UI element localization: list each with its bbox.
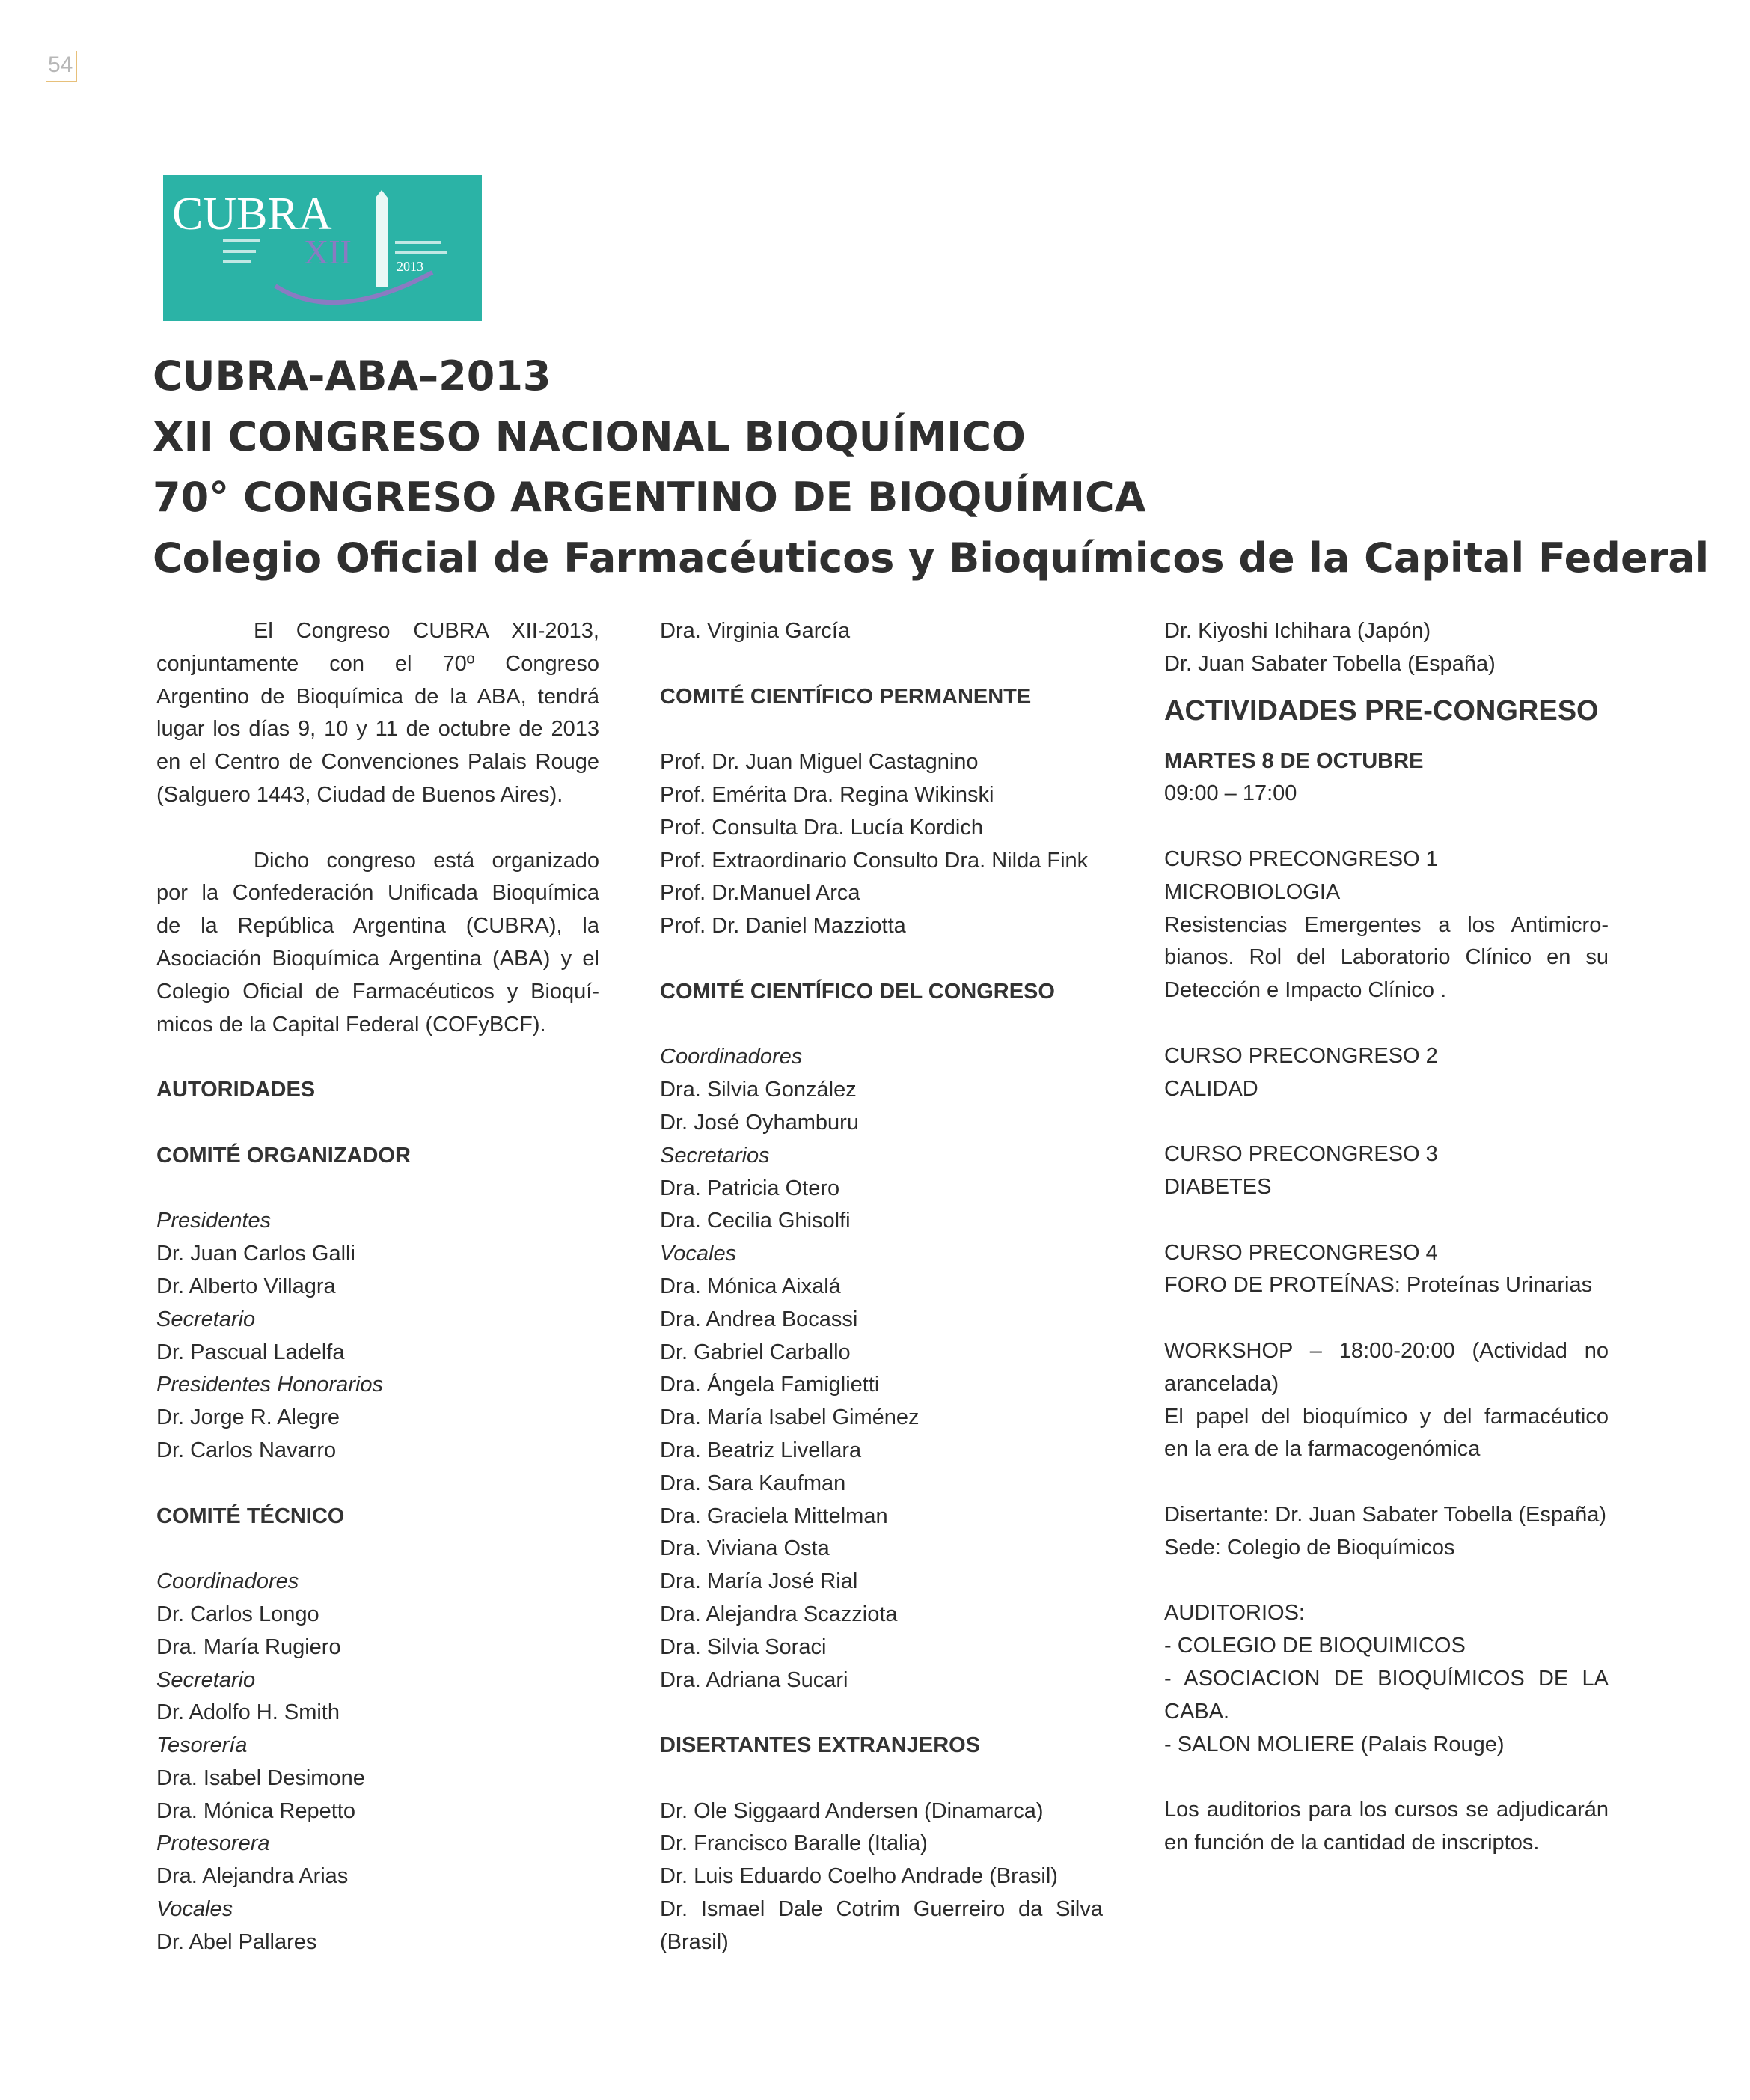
course-description: Resistencias Emergentes a los Antimicro-: [1164, 912, 1609, 937]
person-name: Dra. Viviana Osta: [660, 1536, 830, 1561]
closing-note: en función de la cantidad de inscriptos.: [1164, 1830, 1540, 1855]
person-name: Prof. Dr.Manuel Arca: [660, 881, 860, 906]
page-number: 54: [46, 51, 77, 82]
role-label: Secretario: [156, 1667, 256, 1692]
person-name: Dra. Beatriz Livellara: [660, 1438, 862, 1462]
person-name: Dra. Virginia García: [660, 619, 851, 643]
course-description: bianos. Rol del Laboratorio Clínico en su: [1164, 945, 1609, 970]
intro-line: de la República Argentina (CUBRA), la: [156, 914, 599, 938]
section-heading: COMITÉ TÉCNICO: [156, 1504, 345, 1528]
person-name: Dra. Silvia Soraci: [660, 1634, 827, 1659]
section-heading: COMITÉ ORGANIZADOR: [156, 1143, 411, 1167]
person-name: Dra. Adriana Sucari: [660, 1667, 848, 1692]
intro-line: por la Confederación Unificada Bioquímica: [156, 881, 599, 906]
person-name: Dr. Pascual Ladelfa: [156, 1340, 345, 1364]
person-name: Dr. Juan Sabater Tobella (España): [1164, 651, 1496, 676]
person-name: Dr. Adolfo H. Smith: [156, 1700, 340, 1725]
workshop-line: WORKSHOP – 18:00-20:00 (Actividad no: [1164, 1338, 1609, 1363]
role-label: Coordinadores: [660, 1045, 803, 1069]
person-name: Dra. Sara Kaufman: [660, 1471, 846, 1495]
column-1: [156, 615, 599, 1959]
intro-line: conjuntamente con el 70º Congreso: [156, 651, 599, 676]
person-name: Dra. María Isabel Giménez: [660, 1405, 920, 1430]
person-name: Prof. Consulta Dra. Lucía Kordich: [660, 815, 983, 840]
intro-line: lugar los días 9, 10 y 11 de octubre de 2013: [156, 717, 599, 742]
time-range: 09:00 – 17:00: [1164, 781, 1297, 806]
section-heading: COMITÉ CIENTÍFICO DEL CONGRESO: [660, 979, 1055, 1004]
person-name: Dra. Mónica Repetto: [156, 1798, 355, 1823]
person-name: Dra. Mónica Aixalá: [660, 1274, 841, 1298]
course-title: CURSO PRECONGRESO 1: [1164, 846, 1438, 871]
title-line: Colegio Oficial de Farmacéuticos y Bioquímicos de la Capital Federal: [153, 534, 1710, 582]
workshop-line: El papel del bioquímico y del farmacéutico: [1164, 1404, 1609, 1429]
person-name: Dra. Silvia González: [660, 1078, 857, 1102]
role-label: Tesorería: [156, 1733, 248, 1758]
role-label: Presidentes Honorarios: [156, 1373, 384, 1397]
person-name: Dr. Jorge R. Alegre: [156, 1405, 340, 1430]
person-name: Prof. Extraordinario Consulto Dra. Nilda Fink: [660, 848, 1089, 873]
course-subject: DIABETES: [1164, 1174, 1272, 1199]
person-name: Dra. María Rugiero: [156, 1634, 341, 1659]
role-label: Coordinadores: [156, 1569, 299, 1594]
person-name: Dr. Francisco Baralle (Italia): [660, 1831, 928, 1856]
person-name: Dr. Ole Siggaard Andersen (Dinamarca): [660, 1798, 1044, 1823]
intro-line: Argentino de Bioquímica de la ABA, tendrá: [156, 684, 599, 709]
cubra-logo: [163, 175, 482, 321]
closing-note: Los auditorios para los cursos se adjudicarán: [1164, 1798, 1609, 1822]
person-name: Dr. Carlos Longo: [156, 1602, 319, 1626]
person-name: Dr. Abel Pallares: [156, 1929, 317, 1954]
person-name: Prof. Dr. Daniel Mazziotta: [660, 914, 906, 938]
role-label: Secretarios: [660, 1143, 770, 1167]
course-description: Detección e Impacto Clínico .: [1164, 978, 1447, 1003]
intro-line: en el Centro de Convenciones Palais Rouge: [156, 750, 599, 775]
column-2: [660, 615, 1103, 1959]
course-title: CURSO PRECONGRESO 3: [1164, 1142, 1438, 1167]
person-name: Dr. Ismael Dale Cotrim Guerreiro da Silva: [660, 1897, 1103, 1922]
person-name: Dr. Gabriel Carballo: [660, 1340, 851, 1364]
auditorium-item: - ASOCIACION DE BIOQUÍMICOS DE LA: [1164, 1666, 1609, 1691]
title-line: XII CONGRESO NACIONAL BIOQUÍMICO: [153, 413, 1026, 460]
course-subject: CALIDAD: [1164, 1076, 1258, 1101]
person-name: Dr. Kiyoshi Ichihara (Japón): [1164, 619, 1431, 643]
section-heading: DISERTANTES EXTRANJEROS: [660, 1733, 981, 1758]
person-name: Prof. Emérita Dra. Regina Wikinski: [660, 782, 994, 807]
auditorium-item: - SALON MOLIERE (Palais Rouge): [1164, 1732, 1505, 1756]
intro-line: Asociación Bioquímica Argentina (ABA) y el: [156, 946, 599, 971]
intro-line: Colegio Oficial de Farmacéuticos y Bioquí-: [156, 979, 599, 1004]
intro-line: micos de la Capital Federal (COFyBCF).: [156, 1012, 546, 1037]
section-heading: COMITÉ CIENTÍFICO PERMANENTE: [660, 684, 1032, 709]
person-name: Dra. Alejandra Scazziota: [660, 1602, 898, 1626]
workshop-line: en la era de la farmacogenómica: [1164, 1437, 1481, 1462]
role-label: Presidentes: [156, 1209, 272, 1233]
auditorium-heading: AUDITORIOS:: [1164, 1601, 1305, 1626]
course-subject: MICROBIOLOGIA: [1164, 879, 1341, 904]
person-name: Dr. José Oyhamburu: [660, 1110, 859, 1135]
person-name: Dra. Andrea Bocassi: [660, 1307, 858, 1331]
course-title: CURSO PRECONGRESO 2: [1164, 1043, 1438, 1068]
role-label: Vocales: [660, 1242, 737, 1266]
person-name: Dr. Luis Eduardo Coelho Andrade (Brasil): [660, 1864, 1058, 1889]
column-3: [1164, 615, 1609, 1860]
person-name: Prof. Dr. Juan Miguel Castagnino: [660, 750, 979, 775]
document-title: [153, 346, 1710, 588]
person-name: Dra. Patricia Otero: [660, 1176, 840, 1200]
logo-year: 2013: [397, 259, 423, 274]
date-heading: MARTES 8 DE OCTUBRE: [1164, 748, 1424, 773]
course-title: CURSO PRECONGRESO 4: [1164, 1240, 1438, 1265]
person-name: Dra. Graciela Mittelman: [660, 1504, 888, 1528]
role-label: Secretario: [156, 1307, 256, 1331]
person-name: Dra. Isabel Desimone: [156, 1765, 365, 1790]
logo-numeral: XII: [304, 233, 352, 271]
venue-line: Sede: Colegio de Bioquímicos: [1164, 1535, 1455, 1560]
auditorium-item: CABA.: [1164, 1699, 1230, 1724]
workshop-line: arancelada): [1164, 1371, 1279, 1396]
speaker-line: Disertante: Dr. Juan Sabater Tobella (España): [1164, 1502, 1607, 1527]
person-name: (Brasil): [660, 1929, 729, 1954]
course-subject: FORO DE PROTEÍNAS: Proteínas Urinarias: [1164, 1273, 1593, 1298]
intro-line: Dicho congreso está organizado: [254, 848, 599, 873]
role-label: Vocales: [156, 1897, 233, 1922]
title-line: 70° CONGRESO ARGENTINO DE BIOQUÍMICA: [153, 474, 1146, 521]
section-title: ACTIVIDADES PRE-CONGRESO: [1164, 695, 1599, 727]
person-name: Dra. María José Rial: [660, 1569, 858, 1594]
person-name: Dra. Cecilia Ghisolfi: [660, 1209, 851, 1233]
logo-text: CUBRA: [172, 189, 332, 239]
person-name: Dr. Alberto Villagra: [156, 1274, 336, 1298]
person-name: Dr. Carlos Navarro: [156, 1438, 337, 1462]
person-name: Dr. Juan Carlos Galli: [156, 1242, 355, 1266]
person-name: Dra. Ángela Famiglietti: [660, 1373, 880, 1397]
intro-line: (Salguero 1443, Ciudad de Buenos Aires).: [156, 782, 563, 807]
auditorium-item: - COLEGIO DE BIOQUIMICOS: [1164, 1634, 1466, 1658]
person-name: Dra. Alejandra Arias: [156, 1864, 349, 1889]
obelisk-icon: [376, 190, 388, 287]
title-line: CUBRA-ABA–2013: [153, 352, 551, 400]
section-heading: AUTORIDADES: [156, 1078, 316, 1102]
intro-line: El Congreso CUBRA XII-2013,: [254, 619, 599, 643]
role-label: Protesorera: [156, 1831, 270, 1856]
